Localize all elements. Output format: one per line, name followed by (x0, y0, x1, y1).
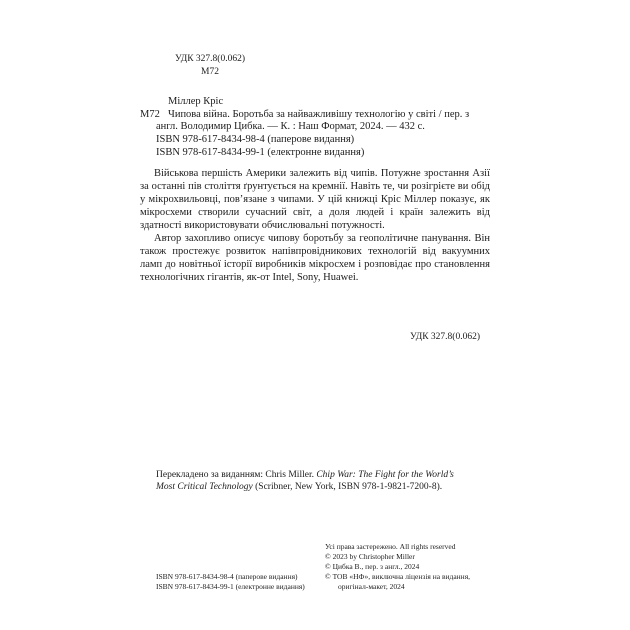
copyright-translator-line: © Цибка В., пер. з англ., 2024 (325, 562, 420, 571)
rights-reserved-line: Усі права застережено. All rights reserved (325, 542, 456, 551)
annotation-paragraph-1: Військова першість Америки залежить від чипів. Потужне зростання Азії за останні пів століття ґрунтується на кремнії. Навіть те, чи розігрієте ви обід у мікрохвильовці, пов’язане з чипами. У цій книжці Кріс Міллер показує, як мікросхеми створили сучасний світ, а доля людей і країн залежить від здатності використовувати обчислювальні потужності. (140, 168, 490, 231)
original-title: Chip War: The Fight for the World’s Most Critical Technology (156, 469, 454, 492)
isbn-paper: ISBN 978-617-8434-98-4 (паперове видання) (156, 134, 355, 146)
udk-code-bottom: УДК 327.8(0.062) (409, 332, 480, 342)
author-name: Міллер Кріс (168, 96, 224, 107)
translated-from-note (156, 469, 474, 494)
isbn-footer-block (156, 572, 305, 592)
udk-code-top: УДК 327.8(0.062) (174, 54, 246, 64)
copyright-publisher-line-continued: оригінал-макет, 2024 (338, 582, 405, 591)
isbn-block (140, 134, 492, 159)
isbn-ebook: ISBN 978-617-8434-99-1 (електронне видання) (156, 146, 365, 158)
annotation (140, 167, 490, 284)
annotation-paragraph-2: Автор захопливо описує чипову боротьбу за геополітичне панування. Він також простежує розвиток напівпровідникових технологій від вакуумних ламп до новітньої історії виробників мікросхем і розповідає про становлення технологічних гігантів, як-от Intel, Sony, Huawei. (140, 233, 490, 283)
bibliographic-description: Чипова війна. Боротьба за найважливішу технологію у світі / пер. з англ. Володимир Цибка. — К. : Наш Формат, 2024. — 432 с. (156, 108, 470, 133)
bibliographic-entry-row (140, 109, 492, 134)
bbk-author-sign-top: М72 (201, 67, 219, 77)
translation-suffix: (Scribner, New York, ISBN 978-1-9821-7200-8). (252, 482, 443, 492)
isbn-footer-paper: ISBN 978-617-8434-98-4 (паперове видання) (156, 572, 298, 581)
catalog-card (140, 96, 492, 160)
copyright-publisher-line: © ТОВ «НФ», виключна ліцензія на видання, (325, 572, 471, 581)
copyright-author-line: © 2023 by Christopher Miller (325, 552, 415, 561)
author-sign: М72 (140, 108, 160, 120)
copyright-block (325, 542, 470, 592)
translation-prefix: Перекладено за виданням: Chris Miller. (156, 469, 317, 480)
isbn-footer-ebook: ISBN 978-617-8434-99-1 (електронне видання) (156, 582, 305, 591)
top-classification-codes (170, 53, 250, 79)
